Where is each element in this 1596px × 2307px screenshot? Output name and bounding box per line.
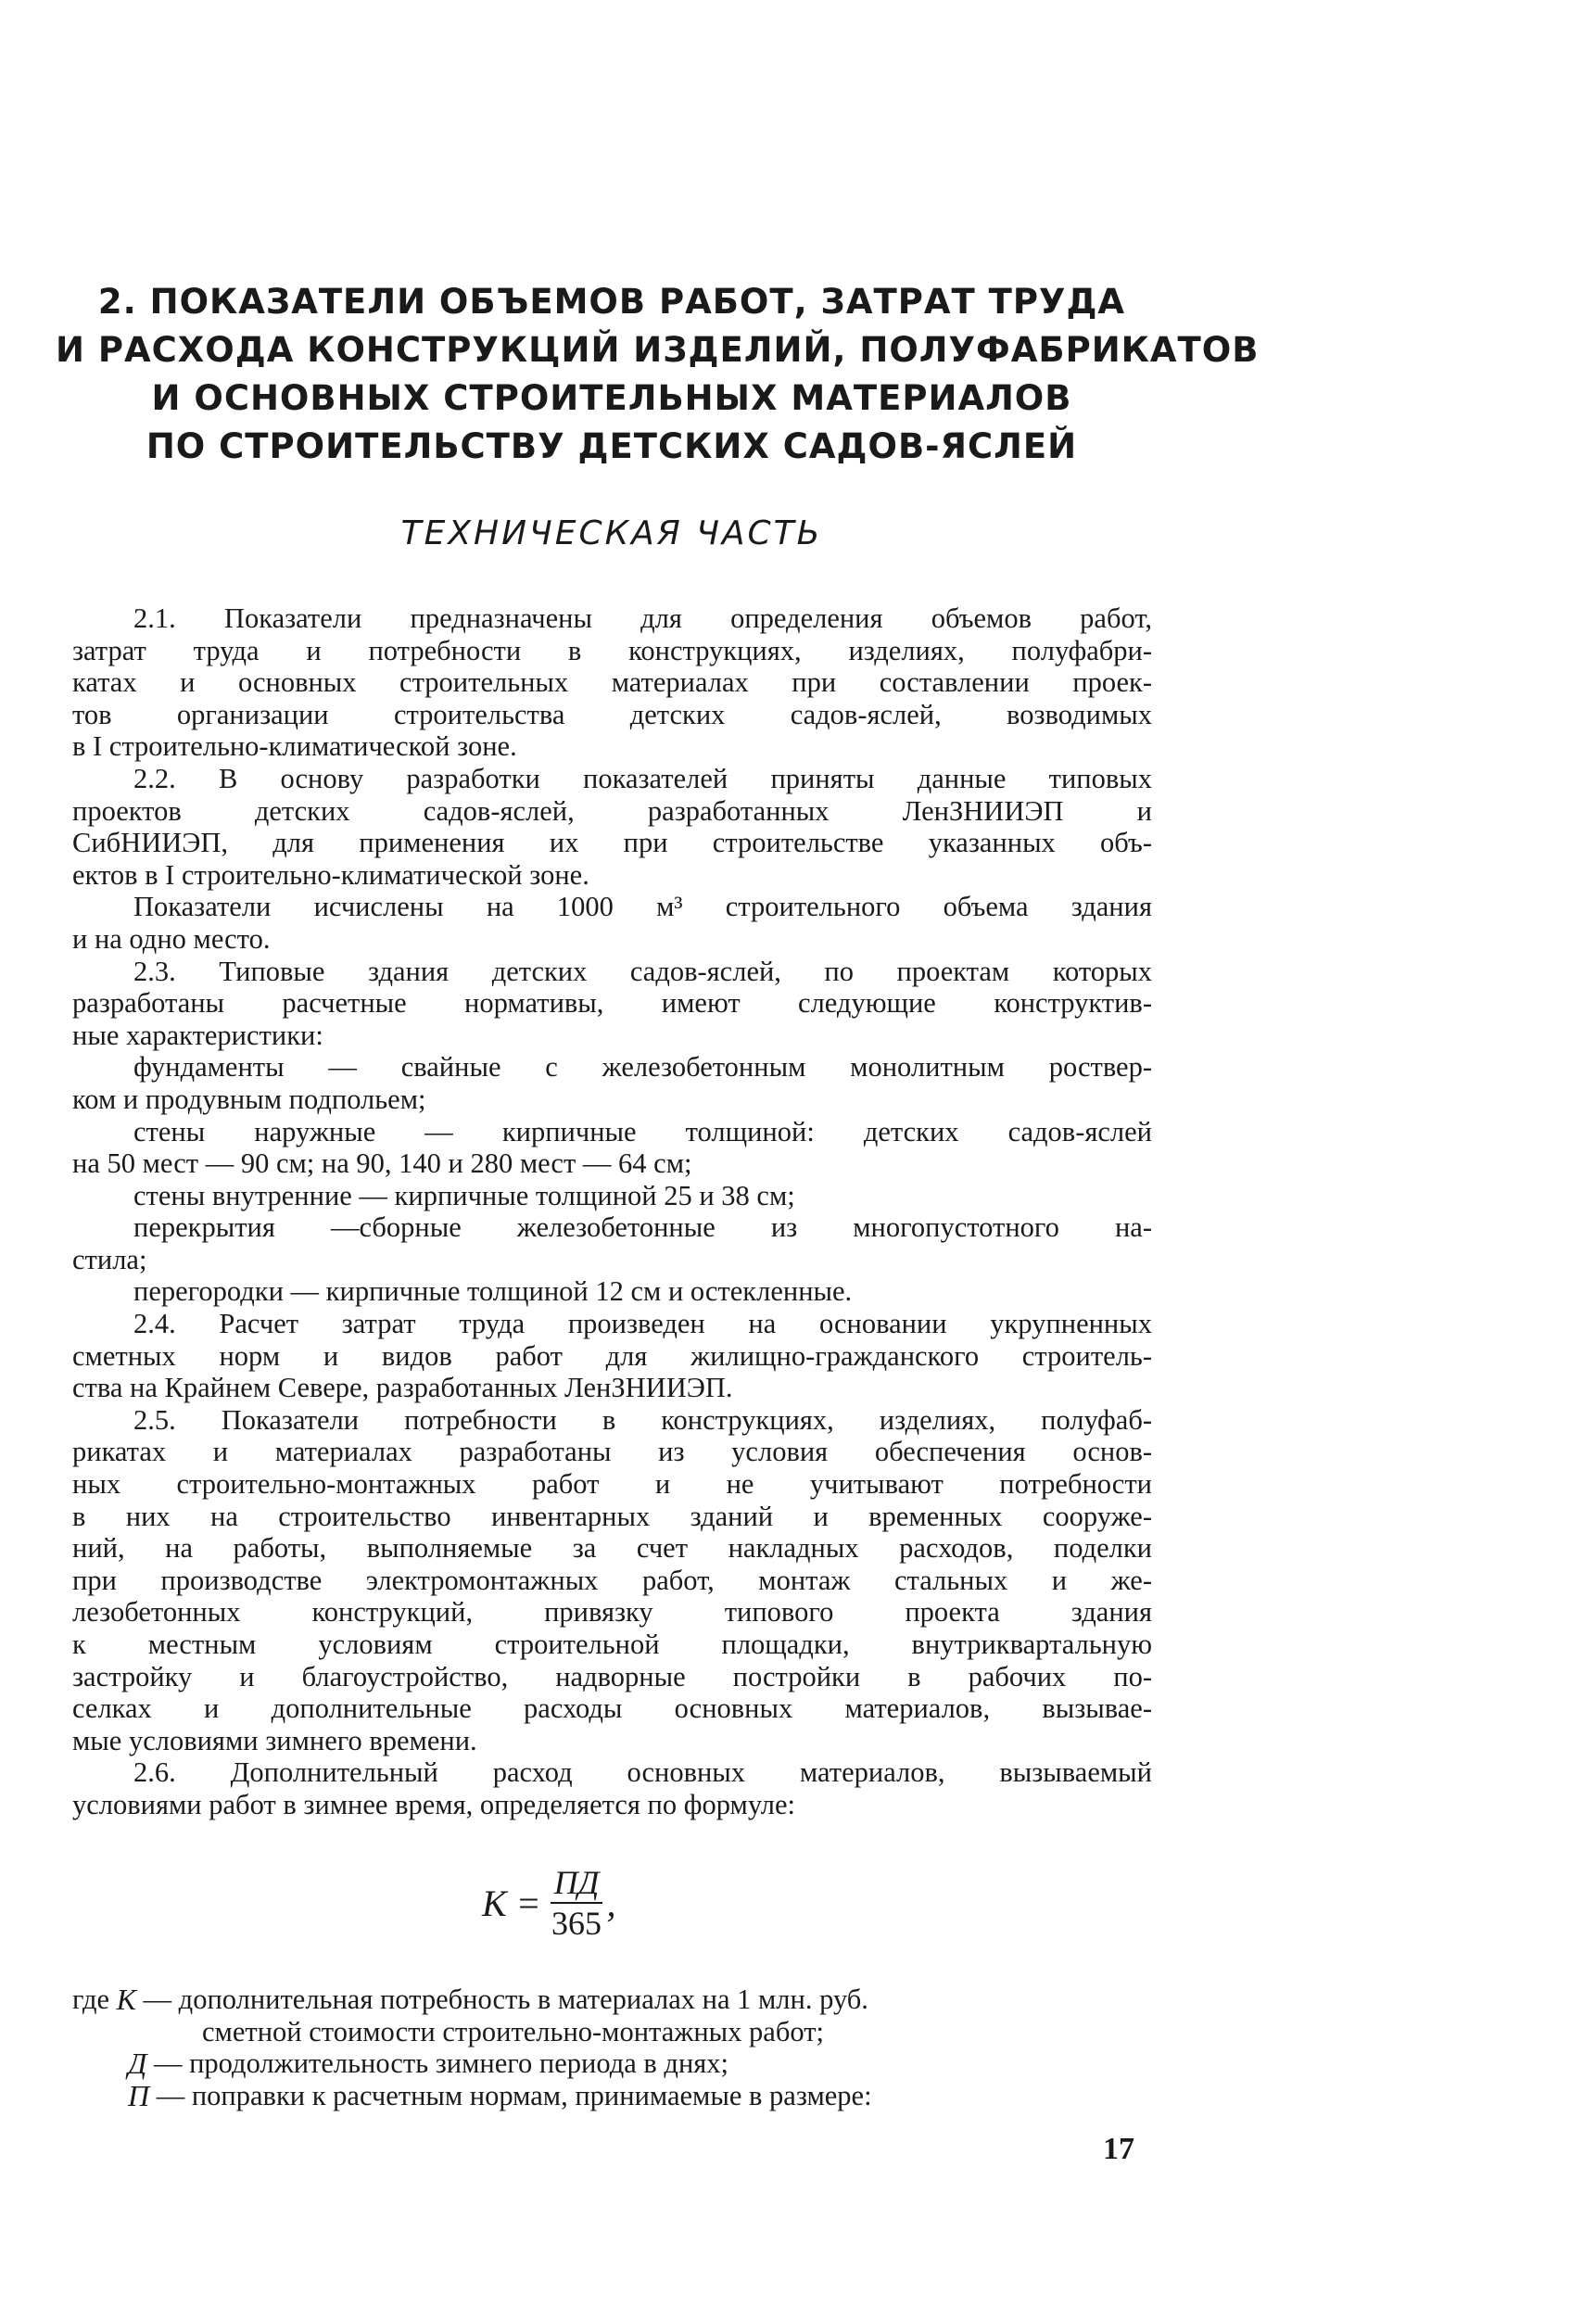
text-line: в I строительно-климатической зоне. bbox=[72, 730, 517, 763]
legend-text-k-continued: сметной стоимости строительно-монтажных работ; bbox=[202, 2015, 824, 2047]
text-line: и на одно место. bbox=[72, 922, 271, 955]
formula-lhs: К = bbox=[482, 1882, 541, 1924]
section-heading bbox=[56, 278, 1260, 471]
text-line: разработаны расчетные нормативы, имеют следующие конструктив- bbox=[72, 987, 1152, 1020]
text-line: 2.3. Типовые здания детских садов-яслей, по проектам которых bbox=[133, 955, 1152, 987]
legend-row-k bbox=[72, 1984, 1152, 2016]
legend-lead: где bbox=[72, 1984, 110, 2015]
text-line: стила; bbox=[72, 1243, 147, 1275]
text-line: застройку и благоустройство, надворные постройки в рабочих по- bbox=[72, 1660, 1152, 1692]
heading-line: 2. ПОКАЗАТЕЛИ ОБЪЕМОВ РАБОТ, ЗАТРАТ ТРУДА bbox=[97, 282, 1126, 322]
text-line: 2.1. Показатели предназначены для определения объемов работ, bbox=[133, 602, 1152, 634]
legend-text-p: — поправки к расчетным нормам, принимаемые в размере: bbox=[156, 2079, 872, 2111]
text-line: тов организации строительства детских садов-яслей, возводимых bbox=[72, 698, 1152, 730]
winter-factor-formula bbox=[482, 1863, 615, 1943]
text-line: 2.6. Дополнительный расход основных материалов, вызываемый bbox=[133, 1756, 1152, 1789]
text-line: рикатах и материалах разработаны из условия обеспечения основ- bbox=[72, 1436, 1152, 1468]
text-line: стены наружные — кирпичные толщиной: детских садов-яслей bbox=[133, 1115, 1152, 1147]
text-line: ком и продувным подпольем; bbox=[72, 1083, 426, 1115]
formula-trail: , bbox=[606, 1882, 616, 1924]
text-line: селках и дополнительные расходы основных материалов, вызывае- bbox=[72, 1692, 1152, 1725]
legend-row-d bbox=[72, 2047, 1152, 2080]
text-line: ектов в I строительно-климатической зоне. bbox=[72, 858, 589, 891]
page-number: 17 bbox=[1103, 2132, 1134, 2166]
text-line: перегородки — кирпичные толщиной 12 см и остекленные. bbox=[133, 1275, 853, 1308]
text-line: условиями работ в зимнее время, определяется по формуле: bbox=[72, 1788, 795, 1820]
text-line: ных строительно-монтажных работ и не учитывают потребности bbox=[72, 1468, 1152, 1501]
text-line: ний, на работы, выполняемые за счет накладных расходов, поделки bbox=[72, 1532, 1152, 1565]
text-line: к местным условиям строительной площадки, внутриквартальную bbox=[72, 1629, 1152, 1660]
body-text bbox=[72, 602, 1152, 1821]
text-line: мые условиями зимнего времени. bbox=[72, 1724, 477, 1756]
legend-text-d: — продолжительность зимнего периода в днях; bbox=[153, 2047, 729, 2080]
text-line: сметных норм и видов работ для жилищно-гражданского строитель- bbox=[72, 1339, 1152, 1372]
text-line: 2.2. В основу разработки показателей приняты данные типовых bbox=[133, 762, 1152, 794]
text-line: лезобетонных конструкций, привязку типового проекта здания bbox=[72, 1596, 1152, 1629]
heading-line: И ОСНОВНЫХ СТРОИТЕЛЬНЫХ МАТЕРИАЛОВ bbox=[151, 378, 1072, 418]
section-subtitle: ТЕХНИЧЕСКАЯ ЧАСТЬ bbox=[400, 514, 823, 552]
text-line: ства на Крайнем Севере, разработанных ЛенЗНИИЭП. bbox=[72, 1372, 733, 1404]
heading-line: ПО СТРОИТЕЛЬСТВУ ДЕТСКИХ САДОВ-ЯСЛЕЙ bbox=[146, 426, 1078, 466]
text-line: Показатели исчислены на 1000 м³ строительного объема здания bbox=[133, 891, 1152, 923]
text-line: катах и основных строительных материалах при составлении проек- bbox=[72, 666, 1152, 699]
text-line: стены внутренние — кирпичные толщиной 25 и 38 см; bbox=[133, 1179, 795, 1211]
formula-fraction bbox=[551, 1863, 603, 1943]
text-line: перекрытия —сборные железобетонные из многопустотного на- bbox=[133, 1211, 1152, 1244]
formula-numerator: ПД bbox=[551, 1863, 603, 1904]
legend-symbol-p: П bbox=[128, 2078, 150, 2112]
text-line: 2.5. Показатели потребности в конструкциях, изделиях, полуфаб- bbox=[133, 1403, 1152, 1436]
text-line: затрат труда и потребности в конструкциях, изделиях, полуфабри- bbox=[72, 634, 1152, 666]
legend-text-k: — дополнительная потребность в материалах на 1 млн. руб. bbox=[143, 1984, 868, 2015]
legend-symbol-d: Д bbox=[128, 2047, 147, 2081]
heading-line: И РАСХОДА КОНСТРУКЦИЙ ИЗДЕЛИЙ, ПОЛУФАБРИКАТОВ bbox=[56, 330, 1260, 370]
text-line: при производстве электромонтажных работ, монтаж стальных и же- bbox=[72, 1564, 1152, 1596]
formula-legend bbox=[72, 1984, 1152, 2111]
text-line: 2.4. Расчет затрат труда произведен на основании укрупненных bbox=[133, 1308, 1152, 1340]
text-line: СибНИИЭП, для применения их при строительстве указанных объ- bbox=[72, 827, 1152, 859]
text-line: проектов детских садов-яслей, разработанных ЛенЗНИИЭП и bbox=[72, 794, 1152, 827]
text-line: на 50 мест — 90 см; на 90, 140 и 280 мест — 64 см; bbox=[72, 1147, 692, 1180]
legend-row-p bbox=[72, 2080, 1152, 2112]
formula-denominator: 365 bbox=[551, 1905, 602, 1942]
text-line: ные характеристики: bbox=[72, 1019, 323, 1051]
legend-symbol-k: К bbox=[116, 1983, 136, 2016]
text-line: фундаменты — свайные с железобетонным монолитным роствер- bbox=[133, 1051, 1152, 1084]
text-line: в них на строительство инвентарных зданий и временных сооруже- bbox=[72, 1500, 1152, 1532]
